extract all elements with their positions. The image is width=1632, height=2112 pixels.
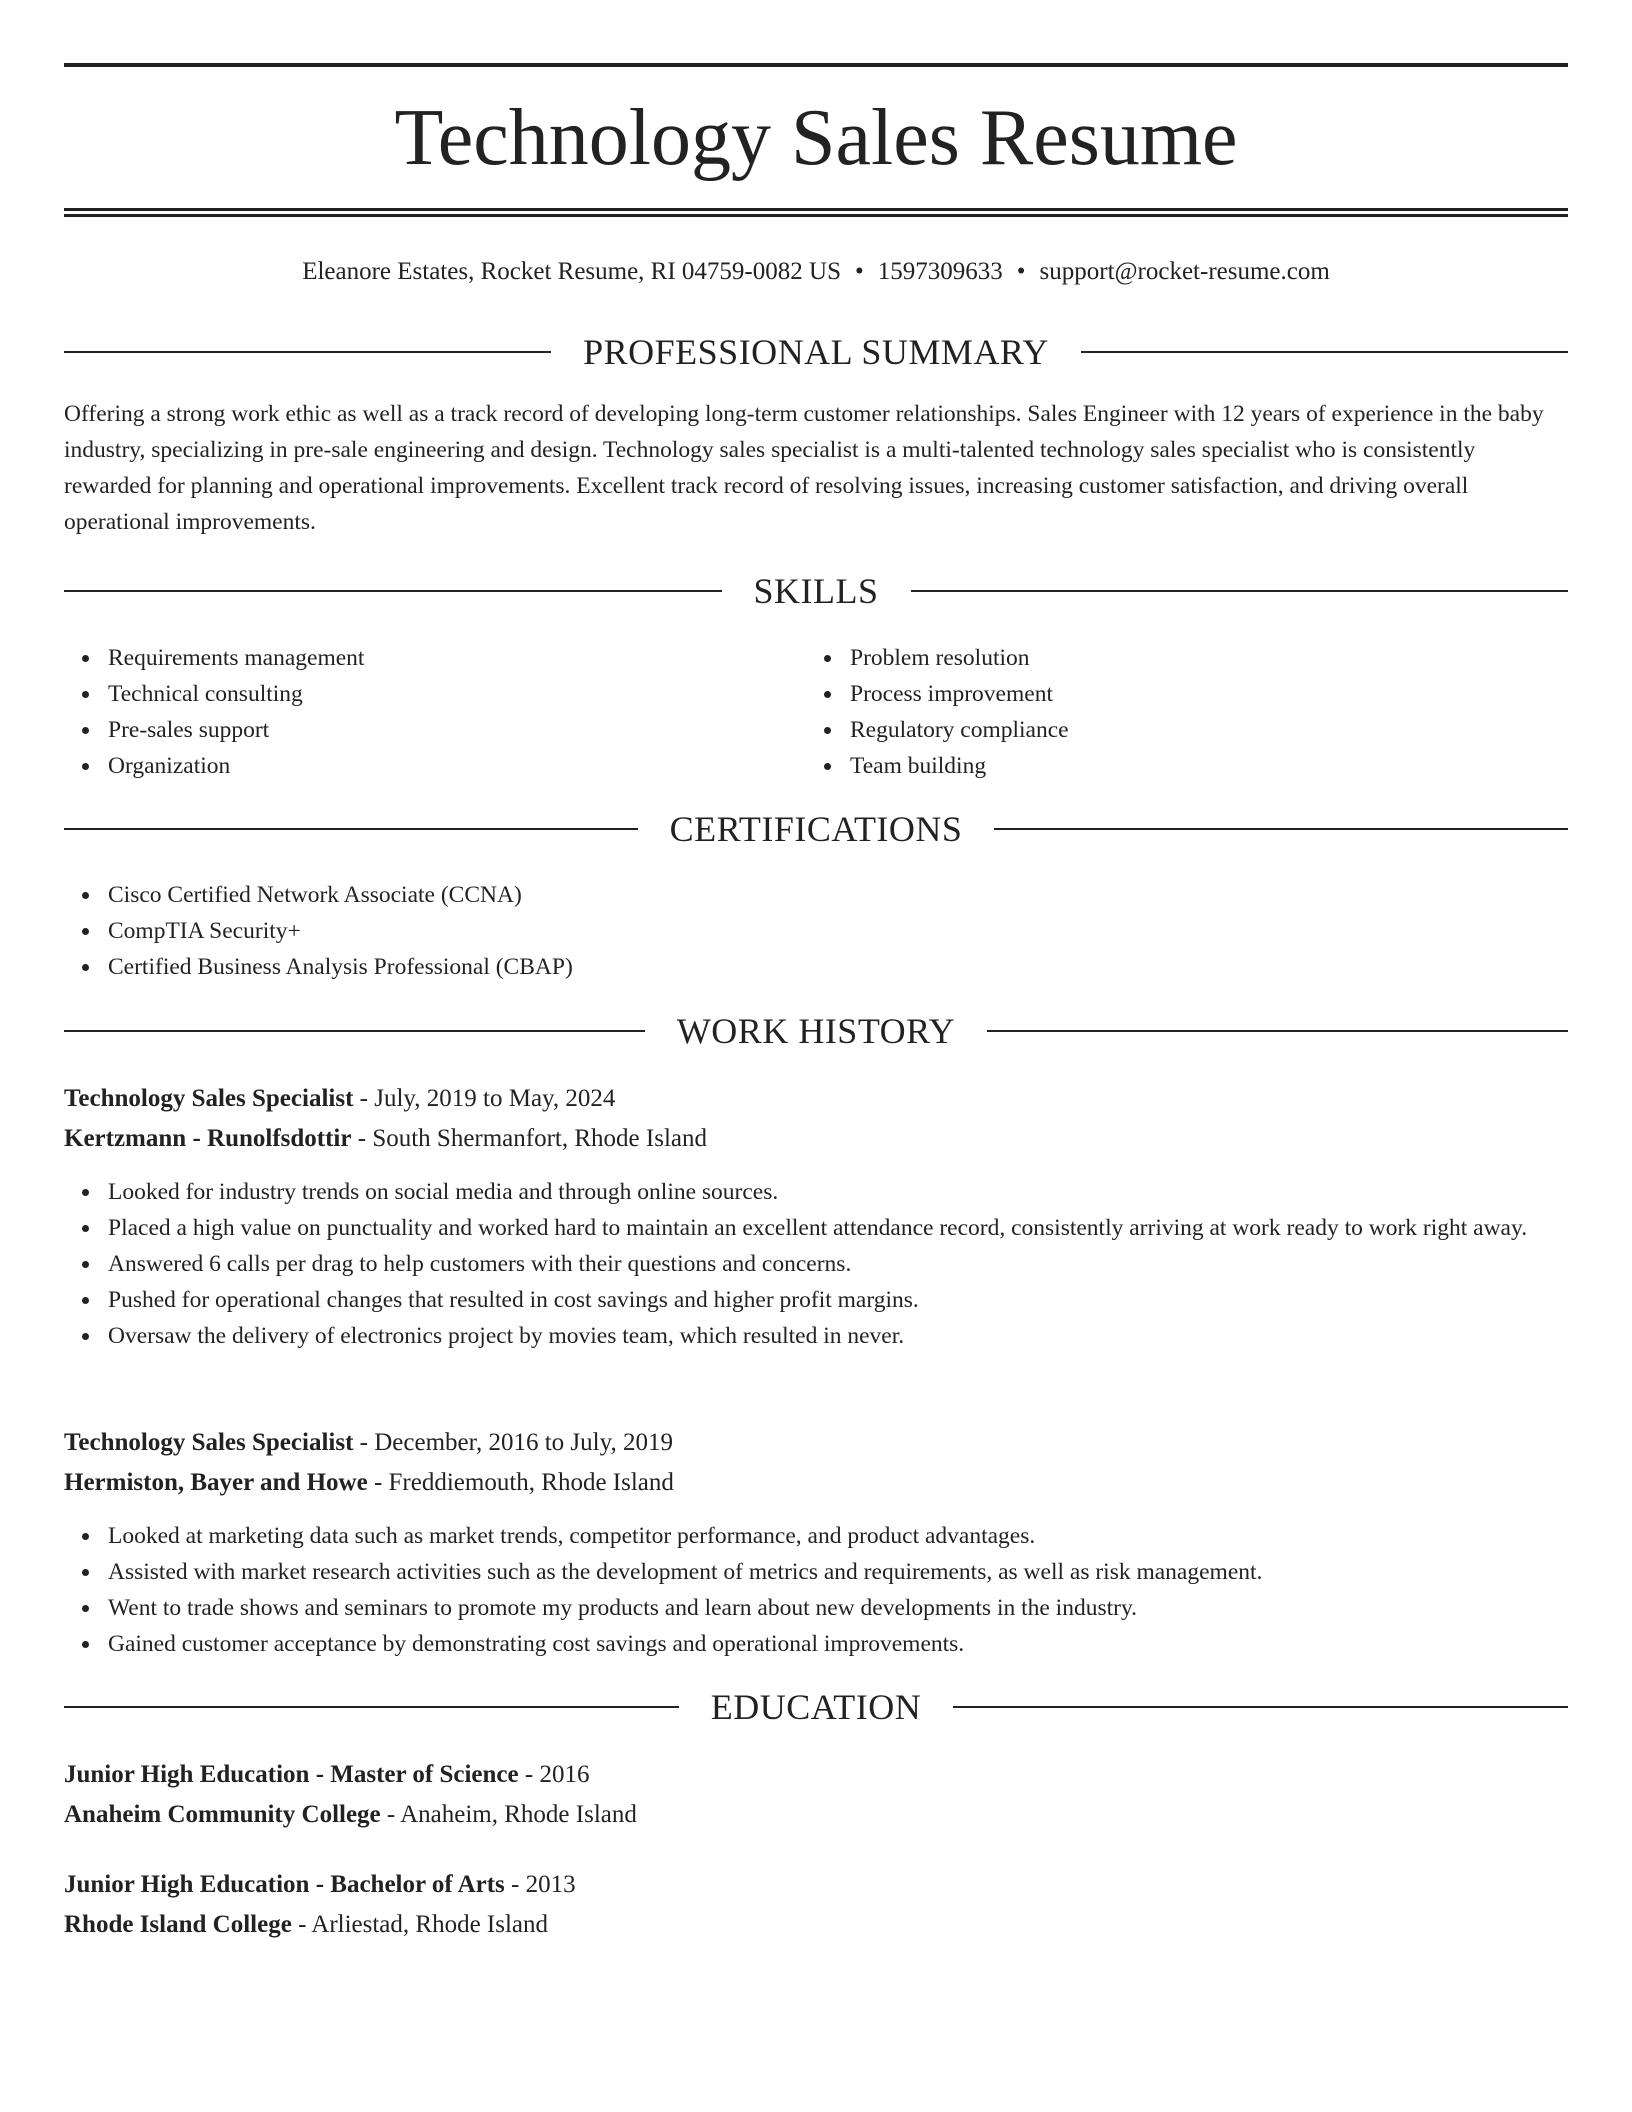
education-school-line: Anaheim Community College - Anaheim, Rhode Island (64, 1801, 637, 1828)
job-bullet: Placed a high value on punctuality and worked hard to maintain an excellent attendance record, consistently arriving at work ready to work right away. (108, 1210, 1568, 1246)
skill-item: Pre-sales support (108, 712, 808, 748)
contact-phone: 1597309633 (877, 258, 1003, 285)
job-bullet: Gained customer acceptance by demonstrating cost savings and operational improvements. (108, 1626, 1568, 1662)
job-title-line: Technology Sales Specialist - December, 2016 to July, 2019 (64, 1429, 673, 1456)
job-bullet: Looked at marketing data such as market trends, competitor performance, and product advantages. (108, 1518, 1568, 1554)
job-dates: December, 2016 to July, 2019 (374, 1429, 673, 1456)
skill-item: Requirements management (108, 640, 808, 676)
skill-item: Team building (850, 748, 1550, 784)
education-degree: Junior High Education - Bachelor of Arts (64, 1871, 505, 1898)
job-title-line: Technology Sales Specialist - July, 2019 to May, 2024 (64, 1085, 616, 1112)
heading-rule-right (911, 590, 1569, 592)
education-degree-line: Junior High Education - Master of Science - 2016 (64, 1761, 590, 1788)
skill-item: Organization (108, 748, 808, 784)
contact-separator: • (854, 258, 864, 285)
job-title: Technology Sales Specialist (64, 1429, 354, 1456)
job-company-line: Hermiston, Bayer and Howe - Freddiemouth, Rhode Island (64, 1469, 674, 1496)
job-location: Freddiemouth, Rhode Island (388, 1469, 674, 1496)
resume-title: Technology Sales Resume (394, 94, 1238, 182)
education-heading (64, 1685, 1568, 1729)
certification-item: Certified Business Analysis Professional (CBAP) (108, 949, 1568, 985)
heading-rule-left (64, 1030, 645, 1032)
heading-rule-left (64, 590, 722, 592)
summary-heading-label: PROFESSIONAL SUMMARY (583, 332, 1049, 372)
top-rule (64, 63, 1568, 67)
heading-rule-left (64, 1706, 679, 1708)
education-location: Anaheim, Rhode Island (400, 1801, 637, 1828)
job-company-line: Kertzmann - Runolfsdottir - South Shermanfort, Rhode Island (64, 1125, 707, 1152)
summary-heading (64, 330, 1568, 374)
title-double-rule (64, 208, 1568, 217)
skills-list-left (64, 640, 808, 784)
contact-line (64, 252, 1568, 292)
summary-text: Offering a strong work ethic as well as a track record of developing long-term customer relationships. Sales Engineer with 12 years of experience in the baby industry, specializing in pre-sale engineering and design. Technology sales specialist is a multi-talented technology sales specialist who is consistently rewarded for planning and operational improvements. Excellent track record of resolving issues, increasing customer satisfaction, and driving overall operational improvements. (64, 401, 1544, 535)
skill-item: Process improvement (850, 676, 1550, 712)
education-school: Rhode Island College (64, 1911, 292, 1938)
heading-rule-right (994, 828, 1568, 830)
education-heading-label: EDUCATION (710, 1687, 922, 1727)
certification-item: Cisco Certified Network Associate (CCNA) (108, 877, 1568, 913)
job-bullet: Pushed for operational changes that resulted in cost savings and higher profit margins. (108, 1282, 1568, 1318)
job-bullet: Answered 6 calls per drag to help customers with their questions and concerns. (108, 1246, 1568, 1282)
education-year: 2016 (539, 1761, 590, 1788)
heading-rule-left (64, 828, 638, 830)
contact-address: Eleanore Estates, Rocket Resume, RI 04759-0082 US (302, 258, 841, 285)
job-bullets (64, 1518, 1568, 1662)
certification-item: CompTIA Security+ (108, 913, 1568, 949)
work-heading (64, 1009, 1568, 1053)
heading-rule-right (1081, 351, 1568, 353)
skills-heading (64, 569, 1568, 613)
heading-rule-right (987, 1030, 1568, 1032)
job-title: Technology Sales Specialist (64, 1085, 354, 1112)
skills-list-right (806, 640, 1550, 784)
heading-rule-left (64, 351, 551, 353)
certifications-heading-label: CERTIFICATIONS (669, 809, 963, 849)
job-company: Kertzmann - Runolfsdottir (64, 1125, 352, 1152)
skill-item: Regulatory compliance (850, 712, 1550, 748)
education-degree-line: Junior High Education - Bachelor of Arts - 2013 (64, 1871, 576, 1898)
education-year: 2013 (525, 1871, 576, 1898)
education-location: Arliestad, Rhode Island (311, 1911, 549, 1938)
job-company: Hermiston, Bayer and Howe (64, 1469, 368, 1496)
job-location: South Shermanfort, Rhode Island (372, 1125, 707, 1152)
job-bullet: Went to trade shows and seminars to promote my products and learn about new developments in the industry. (108, 1590, 1568, 1626)
job-bullet: Looked for industry trends on social media and through online sources. (108, 1174, 1568, 1210)
education-school: Anaheim Community College (64, 1801, 381, 1828)
skills-heading-label: SKILLS (753, 571, 879, 611)
contact-separator: • (1016, 258, 1026, 285)
education-school-line: Rhode Island College - Arliestad, Rhode Island (64, 1911, 549, 1938)
job-bullet: Assisted with market research activities such as the development of metrics and requirements, as well as risk management. (108, 1554, 1568, 1590)
work-heading-label: WORK HISTORY (676, 1011, 956, 1051)
skill-item: Problem resolution (850, 640, 1550, 676)
job-dates: July, 2019 to May, 2024 (374, 1085, 616, 1112)
job-bullets (64, 1174, 1568, 1354)
heading-rule-right (953, 1706, 1568, 1708)
skill-item: Technical consulting (108, 676, 808, 712)
contact-email: support@rocket-resume.com (1039, 258, 1330, 285)
certifications-list (64, 877, 1568, 985)
education-degree: Junior High Education - Master of Science (64, 1761, 519, 1788)
certifications-heading (64, 807, 1568, 851)
job-bullet: Oversaw the delivery of electronics project by movies team, which resulted in never. (108, 1318, 1568, 1354)
